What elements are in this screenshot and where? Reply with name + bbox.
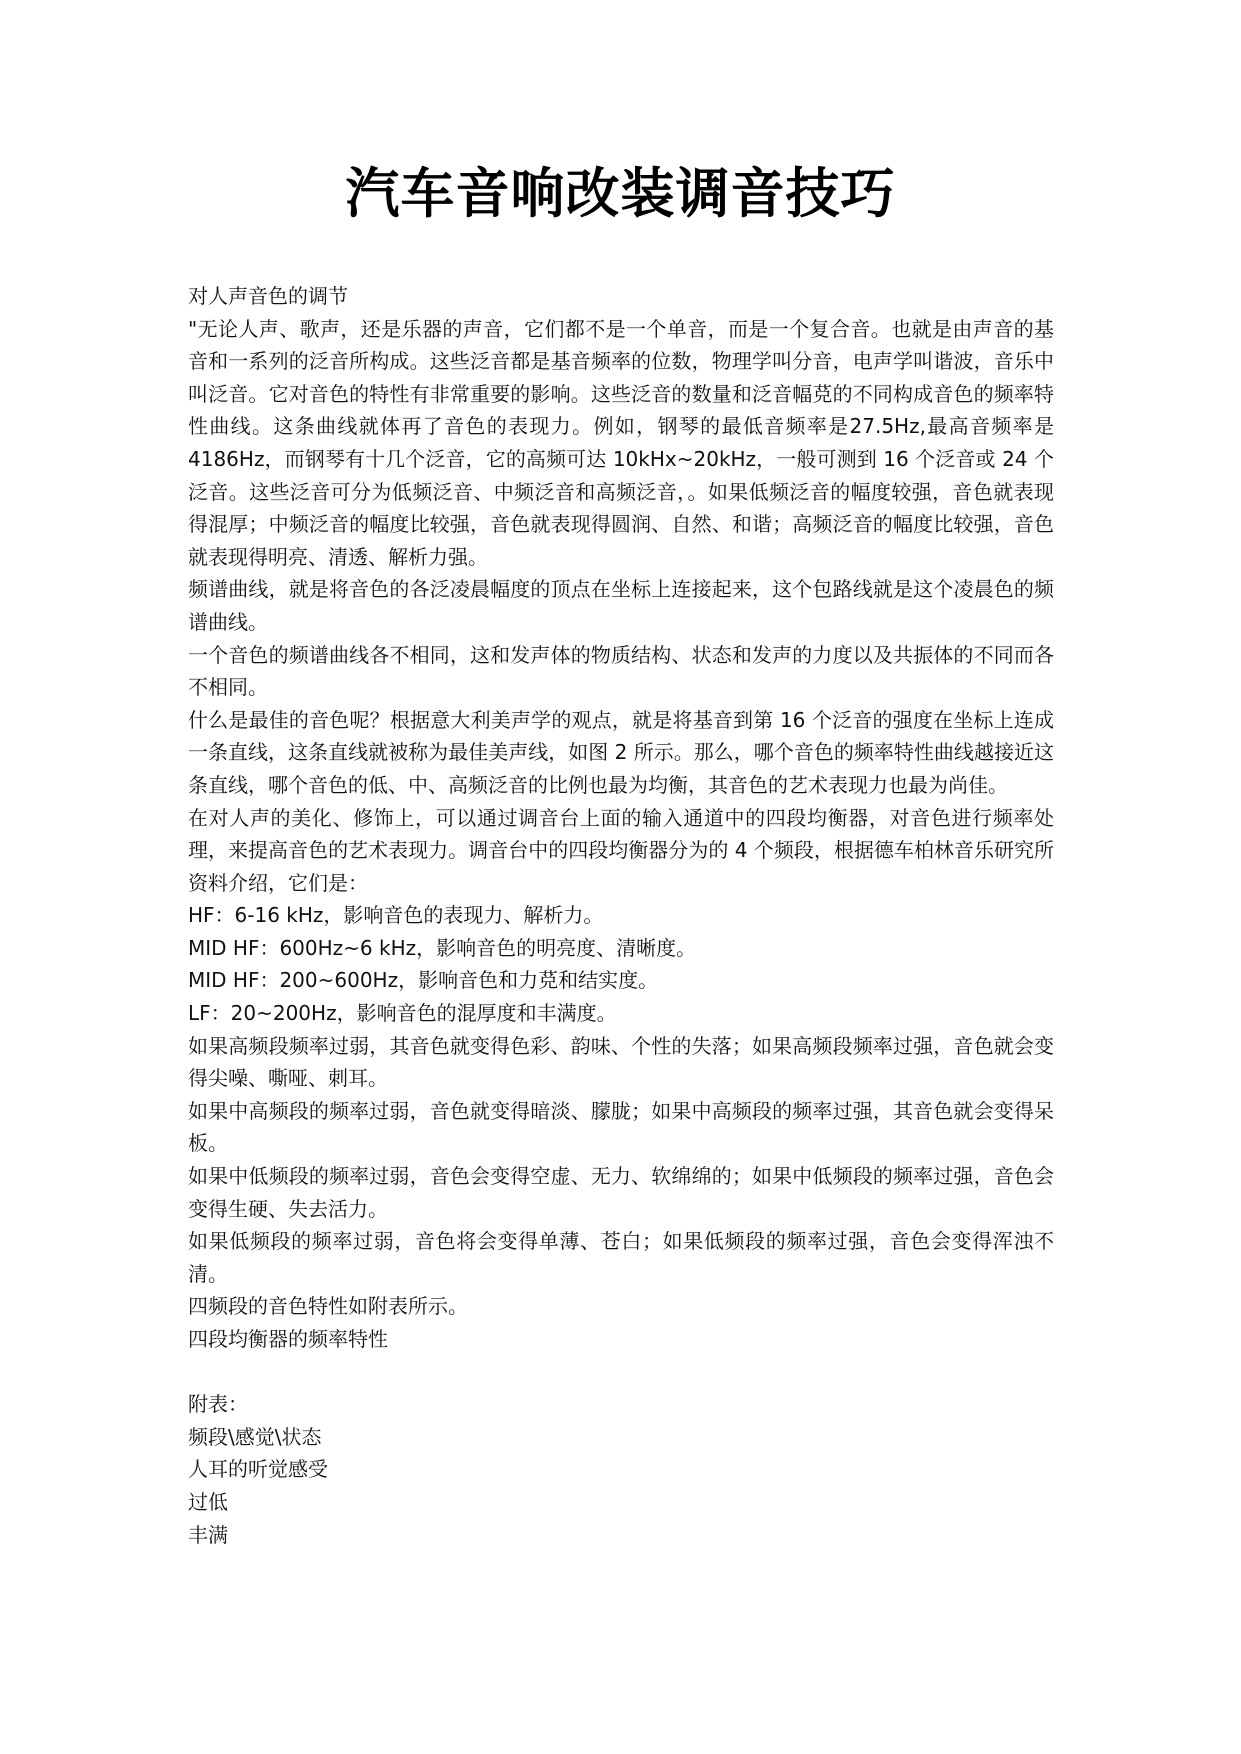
appendix-header: 频段\感觉\状态	[188, 1424, 322, 1449]
paragraph-table-reference: 四频段的音色特性如附表所示。	[188, 1294, 468, 1319]
document-body	[188, 280, 1054, 1551]
appendix-cell-low: 过低	[188, 1489, 228, 1514]
paragraph-high-band-effect: 如果高频段频率过弱，其音色就变得色彩、韵味、个性的失落；如果高频段频率过强，音色就会变得尖噪、嘶哑、刺耳。	[188, 1033, 1054, 1091]
paragraph-equalizer-intro: 在对人声的美化、修饰上，可以通过调音台上面的输入通道中的四段均衡器，对音色进行频率处理，来提高音色的艺术表现力。调音台中的四段均衡器分为的 4 个频段，根据德车柏林音乐研究所资料介绍，它们是：	[188, 805, 1054, 895]
paragraph-band-mid-hf: MID HF：600Hz~6 kHz，影响音色的明亮度、清晰度。	[188, 935, 697, 960]
paragraph-band-mid-hf-2: MID HF：200~600Hz，影响音色和力莌和结实度。	[188, 968, 659, 993]
paragraph-spectrum-difference: 一个音色的频谱曲线各不相同，这和发声体的物质结构、状态和发声的力度以及共振体的不同而各不相同。	[188, 642, 1054, 700]
blank-line	[188, 1356, 1054, 1389]
appendix-cell-full: 丰满	[188, 1522, 228, 1547]
paragraph-band-lf: LF：20~200Hz，影响音色的混厚度和丰满度。	[188, 1001, 617, 1026]
paragraph-low-band-effect: 如果低频段的频率过弱，音色将会变得单薄、苍白；如果低频段的频率过强，音色会变得浑浊不清。	[188, 1229, 1054, 1286]
paragraph-spectrum-curve: 频谱曲线，就是将音色的各泛凌晨幅度的顶点在坐标上连接起来，这个包路线就是这个凌晨色的频谱曲线。	[188, 577, 1054, 634]
paragraph-mid-low-band-effect: 如果中低频段的频率过弱，音色会变得空虚、无力、软绵绵的；如果中低频段的频率过强，音色会变得生硬、失去活力。	[188, 1164, 1054, 1221]
paragraph-band-hf: HF：6-16 kHz，影响音色的表现力、解析力。	[188, 903, 604, 928]
paragraph-section-heading: 对人声音色的调节	[188, 284, 348, 308]
paragraph-overtones: "无论人声、歌声，还是乐器的声音，它们都不是一个单音，而是一个复合音。也就是由声音的基音和一系列的泛音所构成。这些泛音都是基音频率的位数，物理学叫分音，电声学叫谐波，音乐中叫泛音。它对音色的特性有非常重要的影响。这些泛音的数量和泛音幅莌的不同构成音色的频率特性曲线。这条曲线就体再了音色的表现力。例如，钢琴的最低音频率是27.5Hz,最高音频率是 4186Hz，而钢琴有十几个泛音，它的高频可达 10kHx~20kHz，一般可测到 16 个泛音或 24 个泛音。这些泛音可分为低频泛音、中频泛音和高频泛音，。如果低频泛音的幅度较强，音色就表现得混厚；中频泛音的幅度比较强，音色就表现得圆润、自然、和谐；高频泛音的幅度比较强，音色就表现得明亮、清透、解析力强。	[188, 316, 1054, 569]
paragraph-best-timbre: 什么是最佳的音色呢？根据意大利美声学的观点，就是将基音到第 16 个泛音的强度在坐标上连成一条直线，这条直线就被称为最佳美声线，如图 2 所示。那么，哪个音色的频率特性曲线越接近这条直线，哪个音色的低、中、高频泛音的比例也最为均衡，其音色的艺术表现力也最为尚佳。	[188, 707, 1054, 797]
paragraph-mid-high-band-effect: 如果中高频段的频率过弱，音色就变得暗淡、朦胧；如果中高频段的频率过强，其音色就会变得呆板。	[188, 1098, 1054, 1156]
appendix-row-label: 人耳的听觉感受	[188, 1457, 328, 1482]
document-title: 汽车音响改装调音技巧	[345, 161, 896, 225]
appendix-label: 附表：	[188, 1392, 248, 1417]
paragraph-equalizer-characteristics: 四段均衡器的频率特性	[188, 1327, 388, 1351]
